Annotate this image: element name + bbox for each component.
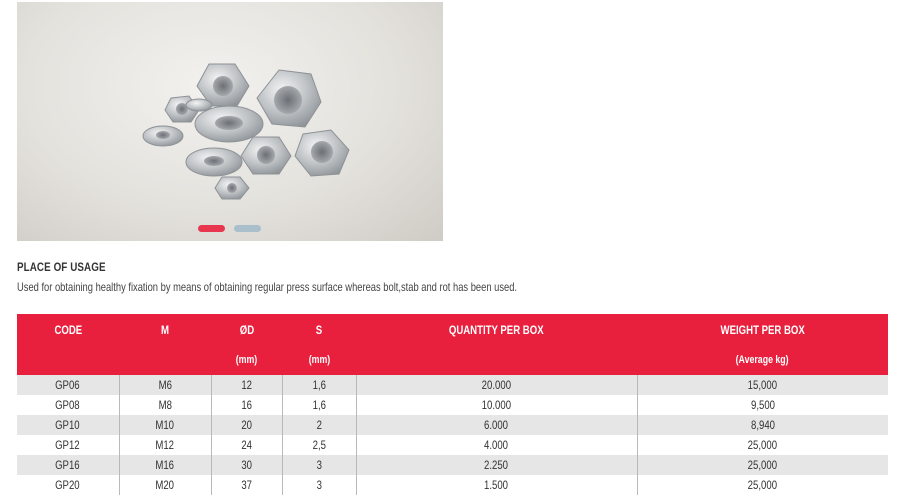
cell-weight: 25,000 (748, 478, 778, 492)
column-header-quantity: QUANTITY PER BOX (449, 322, 544, 337)
cell-diameter: 16 (211, 395, 282, 415)
cell-diameter: 24 (211, 435, 282, 455)
cell-s: 1,6 (282, 395, 356, 415)
carousel-indicators (198, 225, 261, 232)
column-header-weight: WEIGHT PER BOX (720, 322, 805, 337)
cell-diameter: 37 (211, 475, 282, 495)
column-header-s: S (315, 322, 323, 337)
column-header-diameter: ØD (239, 322, 254, 337)
unit-code (17, 345, 119, 375)
cell-m: M8 (119, 395, 211, 415)
cell-s: 2,5 (282, 435, 356, 455)
carousel-dot-2[interactable] (234, 225, 261, 232)
cell-s: 3 (282, 455, 356, 475)
cell-quantity: 2.250 (356, 455, 637, 475)
cell-m: M12 (119, 435, 211, 455)
unit-s: (mm) (308, 354, 330, 366)
cell-weight: 15,000 (748, 378, 778, 392)
specs-table (17, 314, 888, 495)
cell-s: 1,6 (282, 375, 356, 395)
usage-description: Used for obtaining healthy fixation by means of obtaining regular press surface whereas bolt,stab and rot has been used. (17, 280, 518, 294)
table-header-row (17, 314, 888, 345)
unit-quantity (356, 345, 637, 375)
cell-diameter: 20 (211, 415, 282, 435)
cell-quantity: 10.000 (356, 395, 637, 415)
cell-weight: 25,000 (748, 438, 778, 452)
unit-weight: (Average kg) (735, 354, 789, 366)
table-row (17, 395, 888, 415)
cell-quantity: 6.000 (356, 415, 637, 435)
cell-weight: 9,500 (750, 398, 775, 412)
table-row (17, 455, 888, 475)
cell-code: GP16 (17, 455, 119, 475)
cell-m: M16 (119, 455, 211, 475)
column-header-m: M (161, 322, 169, 337)
cell-quantity: 20.000 (356, 375, 637, 395)
table-row (17, 375, 888, 395)
carousel-dot-1[interactable] (198, 225, 225, 232)
cell-weight: 8,940 (750, 418, 775, 432)
cell-weight: 25,000 (748, 458, 778, 472)
cell-code: GP10 (17, 415, 119, 435)
column-header-code: CODE (54, 322, 82, 337)
nuts-washers-illustration (17, 2, 443, 241)
table-row (17, 415, 888, 435)
cell-m: M20 (119, 475, 211, 495)
cell-m: M6 (119, 375, 211, 395)
specs-table-container (17, 314, 888, 495)
cell-quantity: 1.500 (356, 475, 637, 495)
product-image (17, 2, 443, 241)
cell-code: GP06 (17, 375, 119, 395)
cell-code: GP08 (17, 395, 119, 415)
cell-diameter: 30 (211, 455, 282, 475)
unit-m (119, 345, 211, 375)
cell-code: GP20 (17, 475, 119, 495)
table-row (17, 475, 888, 495)
cell-s: 3 (282, 475, 356, 495)
cell-code: GP12 (17, 435, 119, 455)
section-heading: PLACE OF USAGE (17, 260, 106, 274)
cell-s: 2 (282, 415, 356, 435)
cell-diameter: 12 (211, 375, 282, 395)
unit-diameter: (mm) (235, 354, 258, 366)
cell-quantity: 4.000 (356, 435, 637, 455)
table-row (17, 435, 888, 455)
table-unit-row (17, 345, 888, 375)
cell-m: M10 (119, 415, 211, 435)
